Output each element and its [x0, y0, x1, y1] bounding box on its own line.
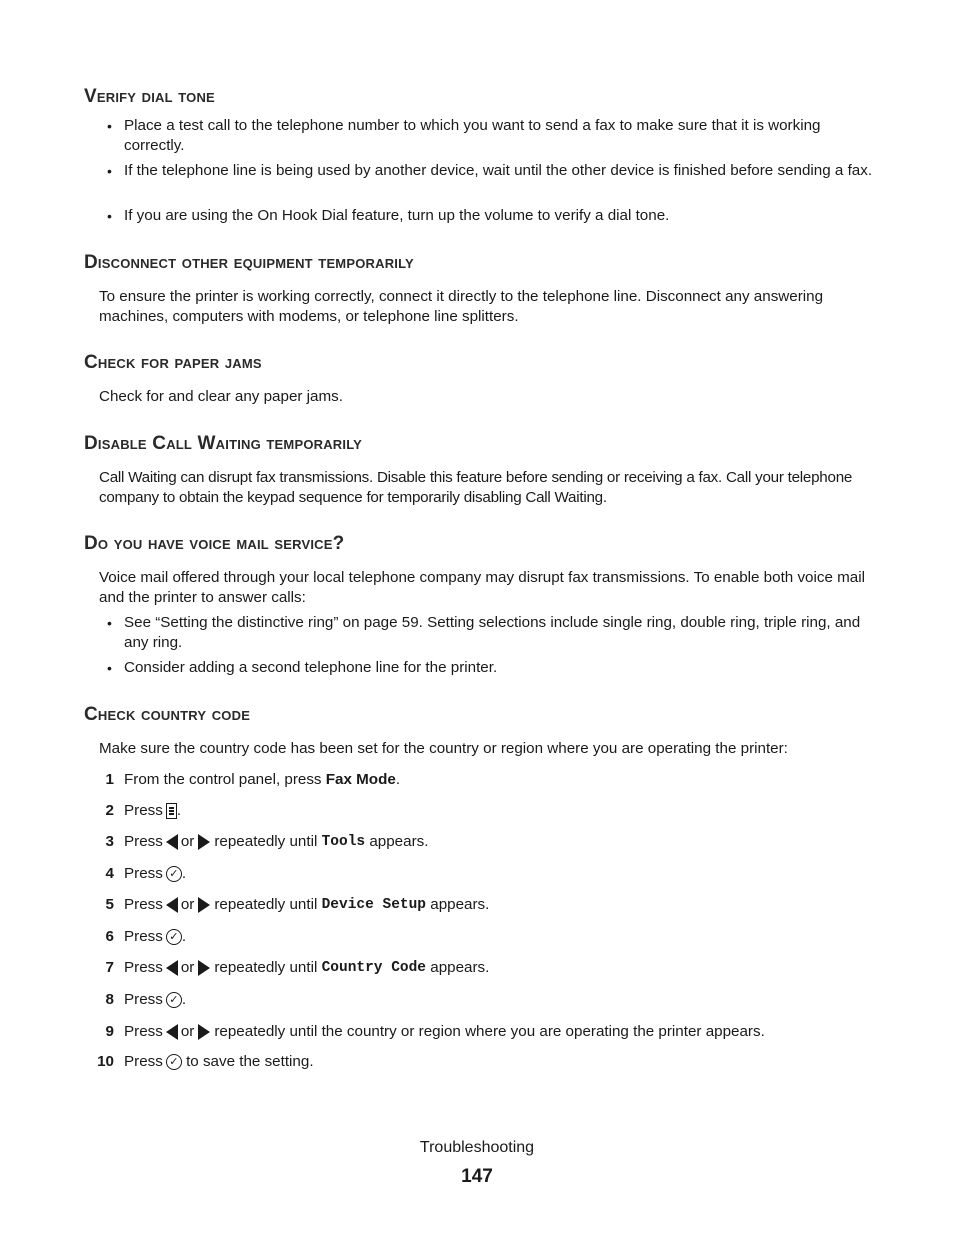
checkmark-select-icon: ✓: [166, 1054, 182, 1070]
page-number: 147: [461, 1166, 493, 1187]
checkmark-select-icon: ✓: [166, 866, 182, 882]
step-8: [90, 989, 880, 1011]
step-number: 2: [105, 802, 114, 819]
step-text: or: [180, 1023, 195, 1040]
step-text: Press: [124, 991, 163, 1008]
step-text: repeatedly until: [214, 896, 318, 913]
step-text: Press: [124, 833, 163, 850]
display-text: Device Setup: [321, 897, 427, 913]
step-text: appears.: [430, 959, 490, 976]
step-3: [90, 831, 880, 853]
fax-mode-label: Fax Mode: [325, 771, 396, 789]
left-arrow-icon: [166, 960, 178, 976]
step-text: Press: [124, 928, 163, 945]
step-text: From the control panel, press: [124, 771, 322, 788]
list-item: See “Setting the distinctive ring” on page 59. Setting selections include single ring, double ring, triple ring, and any ring.: [124, 614, 861, 651]
menu-icon: [166, 803, 177, 819]
bullet-marker: •: [107, 163, 112, 179]
step-number: 5: [105, 896, 114, 913]
step-text: appears.: [369, 833, 429, 850]
step-text: .: [176, 802, 182, 819]
step-10: [90, 1051, 880, 1073]
heading-check-country-code: Check country code: [84, 704, 251, 725]
step-number: 10: [97, 1053, 114, 1070]
paragraph: To ensure the printer is working correctly, connect it directly to the telephone line. Disconnect any answering machines, computers with modems, or telephone line splitters.: [99, 288, 824, 325]
step-text: .: [181, 928, 187, 945]
step-number: 3: [105, 833, 114, 850]
step-text: or: [180, 959, 195, 976]
left-arrow-icon: [166, 897, 178, 913]
step-text: or: [180, 833, 195, 850]
checkmark-select-icon: ✓: [166, 992, 182, 1008]
step-number: 4: [105, 865, 114, 882]
paragraph: Call Waiting can disrupt fax transmissions. Disable this feature before sending or receiving a fax. Call your telephone company to obtain the keypad sequence for temporarily disabling Call Waiting.: [99, 469, 853, 506]
step-number: 9: [105, 1023, 114, 1040]
list-item: If the telephone line is being used by another device, wait until the other device is finished before sending a fax.: [124, 162, 873, 179]
left-arrow-icon: [166, 834, 178, 850]
right-arrow-icon: [198, 960, 210, 976]
step-5: [90, 894, 880, 916]
heading-check-paper-jams: Check for paper jams: [84, 352, 262, 373]
bullet-marker: •: [107, 660, 112, 676]
heading-verify-dial-tone: Verify dial tone: [84, 86, 215, 107]
step-text: Press: [124, 1023, 163, 1040]
step-7: [90, 957, 880, 979]
bullet-marker: •: [107, 118, 112, 134]
step-text: repeatedly until the country or region where you are operating the printer appears.: [214, 1023, 765, 1040]
heading-voice-mail: Do you have voice mail service?: [84, 533, 345, 554]
step-text: .: [395, 771, 401, 788]
step-text: .: [181, 865, 187, 882]
step-2: [90, 800, 880, 822]
step-1: [90, 769, 880, 791]
list-item: Place a test call to the telephone number to which you want to send a fax to make sure that it is working correctly.: [124, 117, 821, 154]
heading-disable-call-waiting: Disable Call Waiting temporarily: [84, 433, 363, 454]
step-text: repeatedly until: [214, 959, 318, 976]
right-arrow-icon: [198, 834, 210, 850]
heading-disconnect-equipment: Disconnect other equipment temporarily: [84, 252, 414, 273]
step-text: Press: [124, 865, 163, 882]
display-text: Tools: [321, 834, 366, 850]
bullet-marker: •: [107, 615, 112, 631]
step-text: to save the setting.: [186, 1053, 314, 1070]
step-text: or: [180, 896, 195, 913]
right-arrow-icon: [198, 897, 210, 913]
step-number: 7: [105, 959, 114, 976]
left-arrow-icon: [166, 1024, 178, 1040]
paragraph: Make sure the country code has been set for the country or region where you are operating the printer:: [99, 740, 788, 757]
right-arrow-icon: [198, 1024, 210, 1040]
step-number: 6: [105, 928, 114, 945]
step-6: [90, 926, 880, 948]
checkmark-select-icon: ✓: [166, 929, 182, 945]
step-text: .: [181, 991, 187, 1008]
step-text: appears.: [430, 896, 490, 913]
step-text: repeatedly until: [214, 833, 318, 850]
step-text: Press: [124, 1053, 163, 1070]
step-4: [90, 863, 880, 885]
paragraph: Voice mail offered through your local telephone company may disrupt fax transmissions. To enable both voice mail and the printer to answer calls:: [99, 569, 865, 606]
paragraph: Check for and clear any paper jams.: [99, 388, 343, 405]
step-text: Press: [124, 896, 163, 913]
list-item: Consider adding a second telephone line for the printer.: [124, 659, 498, 676]
footer-section-label: Troubleshooting: [419, 1139, 535, 1156]
step-text: Press: [124, 802, 163, 819]
display-text: Country Code: [321, 960, 427, 976]
list-item: If you are using the On Hook Dial feature, turn up the volume to verify a dial tone.: [124, 207, 670, 224]
step-number: 1: [105, 771, 114, 788]
step-9: [90, 1021, 880, 1043]
step-number: 8: [105, 991, 114, 1008]
step-text: Press: [124, 959, 163, 976]
bullet-marker: •: [107, 208, 112, 224]
